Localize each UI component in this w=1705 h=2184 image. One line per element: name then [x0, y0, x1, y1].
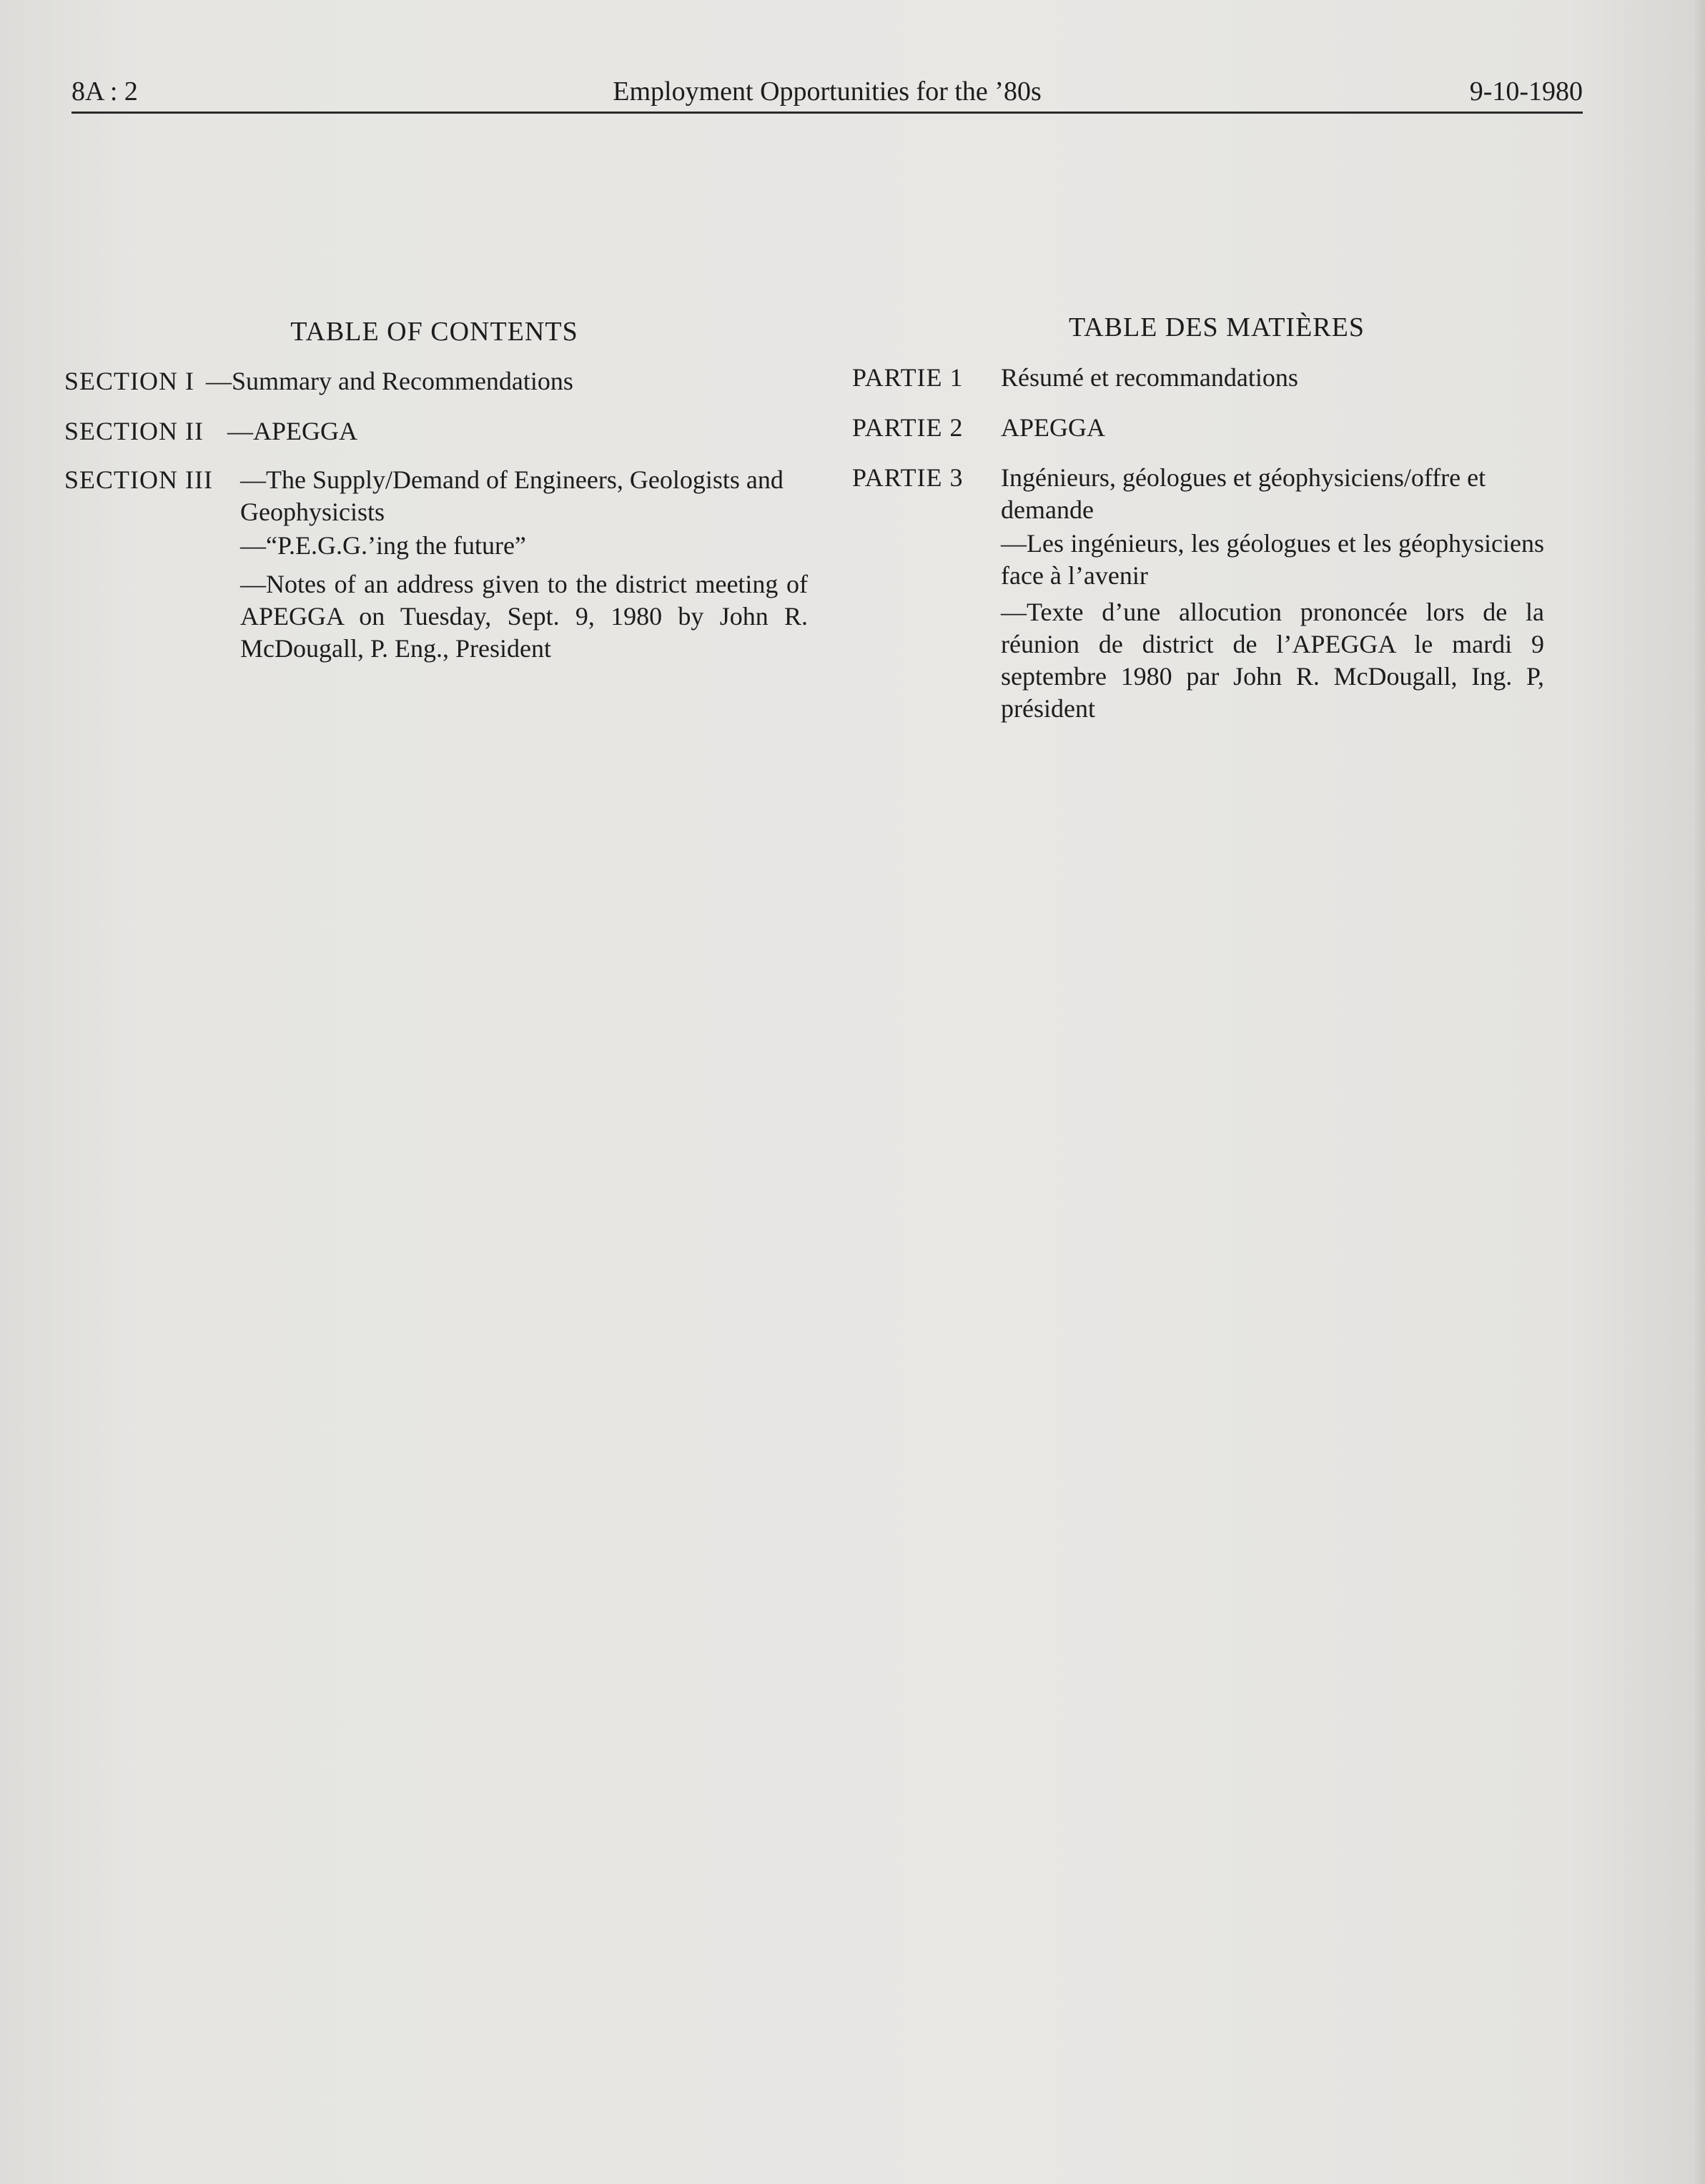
running-title: Employment Opportunities for the ’80s: [613, 76, 1042, 107]
toc-entry-text: —Notes of an address given to the district meeting of APEGGA on Tuesday, Sept. 9, 1980 by John R. McDougall, P. Eng., President: [240, 570, 808, 663]
toc-entry-text: Ingénieurs, géologues et géophysiciens/offre et demande: [1001, 463, 1486, 524]
toc-entry-label: SECTION II: [64, 417, 204, 445]
toc-entry-subitem-allocution: [1001, 596, 1544, 725]
toc-entry-section-2: [64, 415, 808, 448]
toc-entry-subitem-address: [240, 568, 808, 697]
toc-entry-section-1: [64, 365, 808, 397]
toc-entry-text: —APEGGA: [227, 417, 358, 445]
toc-entry-text: —“P.E.G.G.’ing the future”: [240, 531, 526, 560]
toc-entry-subitem-avenir: [1001, 528, 1544, 592]
toc-entry-label: SECTION I: [64, 367, 194, 395]
toc-entry-label: SECTION III: [64, 465, 213, 494]
french-toc-title: TABLE DES MATIÈRES: [1069, 312, 1365, 342]
toc-entry-text: —Les ingénieurs, les géologues et les géophysiciens face à l’avenir: [1001, 529, 1544, 590]
header-date: 9-10-1980: [1469, 76, 1583, 107]
toc-entry-label: PARTIE 3: [852, 463, 964, 492]
english-toc-title: TABLE OF CONTENTS: [290, 317, 578, 347]
toc-entry-text: —The Supply/Demand of Engineers, Geologists and Geophysicists: [240, 465, 784, 526]
toc-entry-partie-1: [852, 362, 1567, 394]
toc-entry-section-3: [64, 464, 808, 528]
toc-entry-text: Résumé et recommandations: [1001, 363, 1298, 392]
toc-entry-text: APEGGA: [1001, 413, 1106, 442]
toc-entry-partie-3: [852, 462, 1567, 526]
toc-entry-text: —Summary and Recommendations: [206, 367, 573, 395]
running-header: [71, 71, 1583, 114]
page-number: 8A : 2: [71, 76, 138, 107]
toc-entry-label: PARTIE 1: [852, 363, 964, 392]
toc-entry-partie-2: [852, 412, 1567, 444]
toc-entry-label: PARTIE 2: [852, 413, 964, 442]
toc-entry-subitem-future: [240, 530, 808, 562]
toc-entry-text: —Texte d’une allocution prononcée lors de la réunion de district de l’APEGGA le mardi 9 septembre 1980 par John R. McDougall, Ing. P, président: [1001, 598, 1544, 723]
page-spine-edge: [1692, 0, 1705, 2184]
